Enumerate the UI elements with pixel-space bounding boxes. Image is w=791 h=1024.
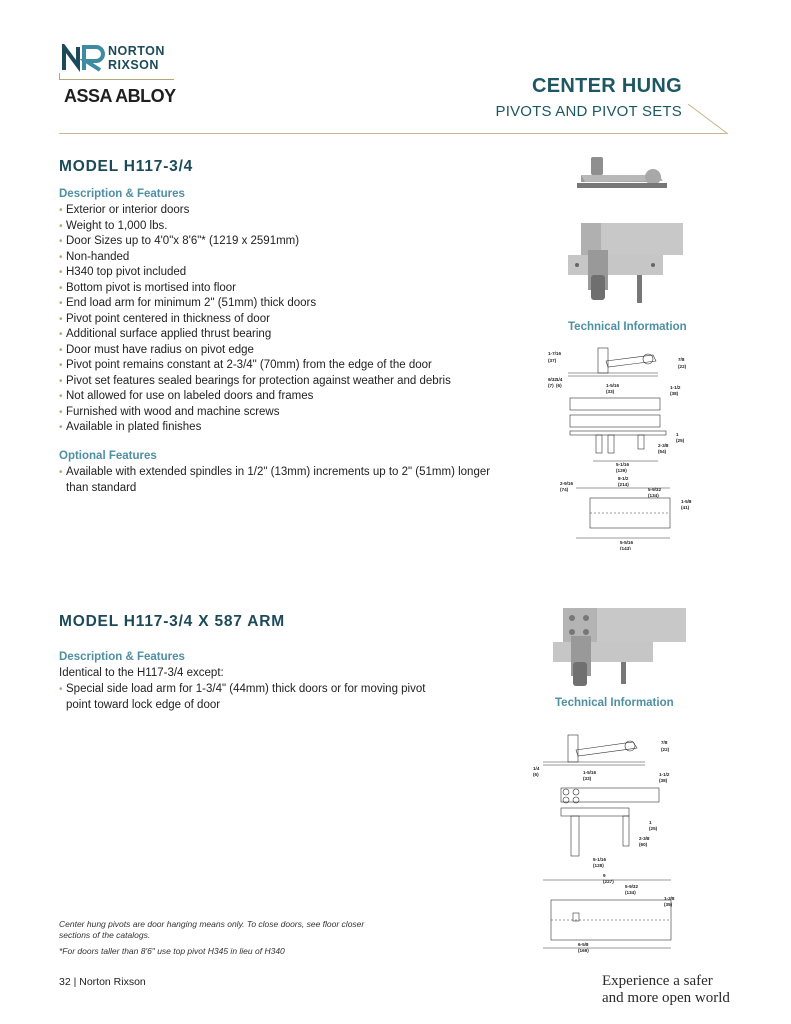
logo-divider-tick — [59, 73, 60, 80]
dimension-label: 5-1/16 — [593, 857, 607, 862]
dimension-label: (143) — [620, 546, 631, 550]
side-load-arm-photo — [551, 606, 686, 688]
optional-list — [59, 465, 504, 496]
footnote-asterisk: *For doors taller than 8'6" use top pivot H345 in lieu of H340 — [59, 946, 285, 956]
dimension-label: (169) — [578, 948, 589, 953]
page-title: CENTER HUNG — [532, 75, 682, 97]
tagline: Experience a safer and more open world — [602, 973, 730, 1006]
page-number: 32 | Norton Rixson — [59, 976, 146, 988]
header-diagonal-accent — [688, 104, 730, 136]
dimension-label: (25) — [649, 826, 658, 831]
logo-divider — [59, 79, 174, 80]
list-item: • Bottom pivot is mortised into floor — [59, 281, 451, 297]
dimension-label: 1-7/16 — [548, 351, 562, 356]
dimension-label: (7) — [548, 383, 554, 388]
dimension-label: 1 — [649, 820, 652, 825]
list-item: • Not allowed for use on labeled doors and frames — [59, 389, 451, 405]
list-item: • Weight to 1,000 lbs. — [59, 219, 451, 235]
list-item: • Available with extended spindles in 1/2" (13mm) increments up to 2" (51mm) longer than standard — [59, 465, 504, 496]
list-item: • Exterior or interior doors — [59, 203, 451, 219]
dimension-label: (134) — [625, 890, 636, 895]
dimension-label: 1-5/16 — [606, 383, 620, 388]
dimension-label: (134) — [648, 493, 659, 498]
dimension-label: (60) — [639, 842, 648, 847]
list-item: • Special side load arm for 1-3/4" (44mm) thick doors or for moving pivot point toward lock edge of door — [59, 682, 449, 713]
features-heading: Description & Features — [59, 188, 185, 200]
dimension-label: 1 — [676, 432, 679, 437]
technical-drawing — [548, 343, 698, 550]
dimension-label: (6) — [533, 772, 539, 777]
dimension-label: (227) — [603, 879, 614, 884]
list-item: • H340 top pivot included — [59, 265, 451, 281]
pivot-set-photo — [563, 155, 683, 310]
parent-brand: ASSA ABLOY — [64, 86, 176, 106]
dimension-label: 6-5/8 — [578, 942, 589, 947]
dimension-label: 7/8 — [661, 740, 668, 745]
list-item: • Additional surface applied thrust bearing — [59, 327, 451, 343]
dimension-label: (33) — [583, 776, 592, 781]
dimension-label: 1-1/2 — [659, 772, 670, 777]
features-list — [59, 682, 449, 713]
header-rule — [59, 133, 727, 134]
intro-text: Identical to the H117-3/4 except: — [59, 667, 224, 679]
dimension-label: (74) — [560, 487, 569, 492]
dimension-label: (22) — [661, 747, 670, 752]
dimension-label: (38) — [670, 391, 679, 396]
dimension-label: 9/32 — [548, 377, 557, 382]
features-list — [59, 203, 451, 436]
list-item: • Pivot point centered in thickness of door — [59, 312, 451, 328]
list-item: • Door Sizes up to 4'0"x 8'6"* (1219 x 2591mm) — [59, 234, 451, 250]
dimension-label: (41) — [681, 505, 690, 510]
dimension-label: 1-1/2 — [670, 385, 681, 390]
dimension-label: (6) — [556, 383, 562, 388]
footnote: Center hung pivots are door hanging means only. To close doors, see floor closer sections of the catalogs. — [59, 919, 365, 940]
list-item: • Furnished with wood and machine screws — [59, 405, 451, 421]
dimension-label: 9 — [603, 873, 606, 878]
list-item: • Pivot set features sealed bearings for protection against weather and debris — [59, 374, 451, 390]
dimension-label: (35) — [664, 902, 673, 907]
dimension-label: 5-9/32 — [648, 487, 662, 492]
dimension-label: 2-3/8 — [639, 836, 650, 841]
page-subtitle: PIVOTS AND PIVOT SETS — [495, 103, 682, 120]
dimension-label: (38) — [659, 778, 668, 783]
dimension-label: 2-9/16 — [560, 481, 574, 486]
dimension-label: 8-1/2 — [618, 476, 629, 481]
dimension-label: 2-3/8 — [658, 443, 669, 448]
optional-heading: Optional Features — [59, 450, 157, 462]
dimension-label: (128) — [593, 863, 604, 868]
dimension-label: 5-1/16 — [616, 462, 630, 467]
list-item: • Available in plated finishes — [59, 420, 451, 436]
dimension-label: (25) — [676, 438, 685, 443]
list-item: • Non-handed — [59, 250, 451, 266]
features-heading: Description & Features — [59, 651, 185, 663]
dimension-label: (37) — [548, 358, 557, 363]
model-title: MODEL H117-3/4 — [59, 158, 194, 175]
dimension-label: 1/4 — [556, 377, 563, 382]
dimension-label: (214) — [618, 482, 629, 487]
tech-info-label: Technical Information — [555, 697, 674, 709]
dimension-label: (54) — [658, 449, 667, 454]
list-item: • Door must have radius on pivot edge — [59, 343, 451, 359]
norton-rixson-logo-icon — [62, 44, 108, 72]
technical-drawing — [533, 730, 688, 958]
dimension-label: 1-5/16 — [583, 770, 597, 775]
dimension-label: 5-9/32 — [625, 884, 639, 889]
dimension-label: 1-3/8 — [664, 896, 675, 901]
dimension-label: (33) — [606, 389, 615, 394]
list-item: • End load arm for minimum 2" (51mm) thick doors — [59, 296, 451, 312]
dimension-label: 5-5/16 — [620, 540, 634, 545]
dimension-label: (129) — [616, 468, 627, 473]
list-item: • Pivot point remains constant at 2-3/4" (70mm) from the edge of the door — [59, 358, 451, 374]
tech-info-label: Technical Information — [568, 321, 687, 333]
dimension-label: 1/4 — [533, 766, 540, 771]
brand-name: NORTON RIXSON — [108, 44, 165, 72]
dimension-label: (22) — [678, 364, 687, 369]
model-title: MODEL H117-3/4 X 587 ARM — [59, 613, 285, 630]
dimension-label: 1-5/8 — [681, 499, 692, 504]
dimension-label: 7/8 — [678, 357, 685, 362]
